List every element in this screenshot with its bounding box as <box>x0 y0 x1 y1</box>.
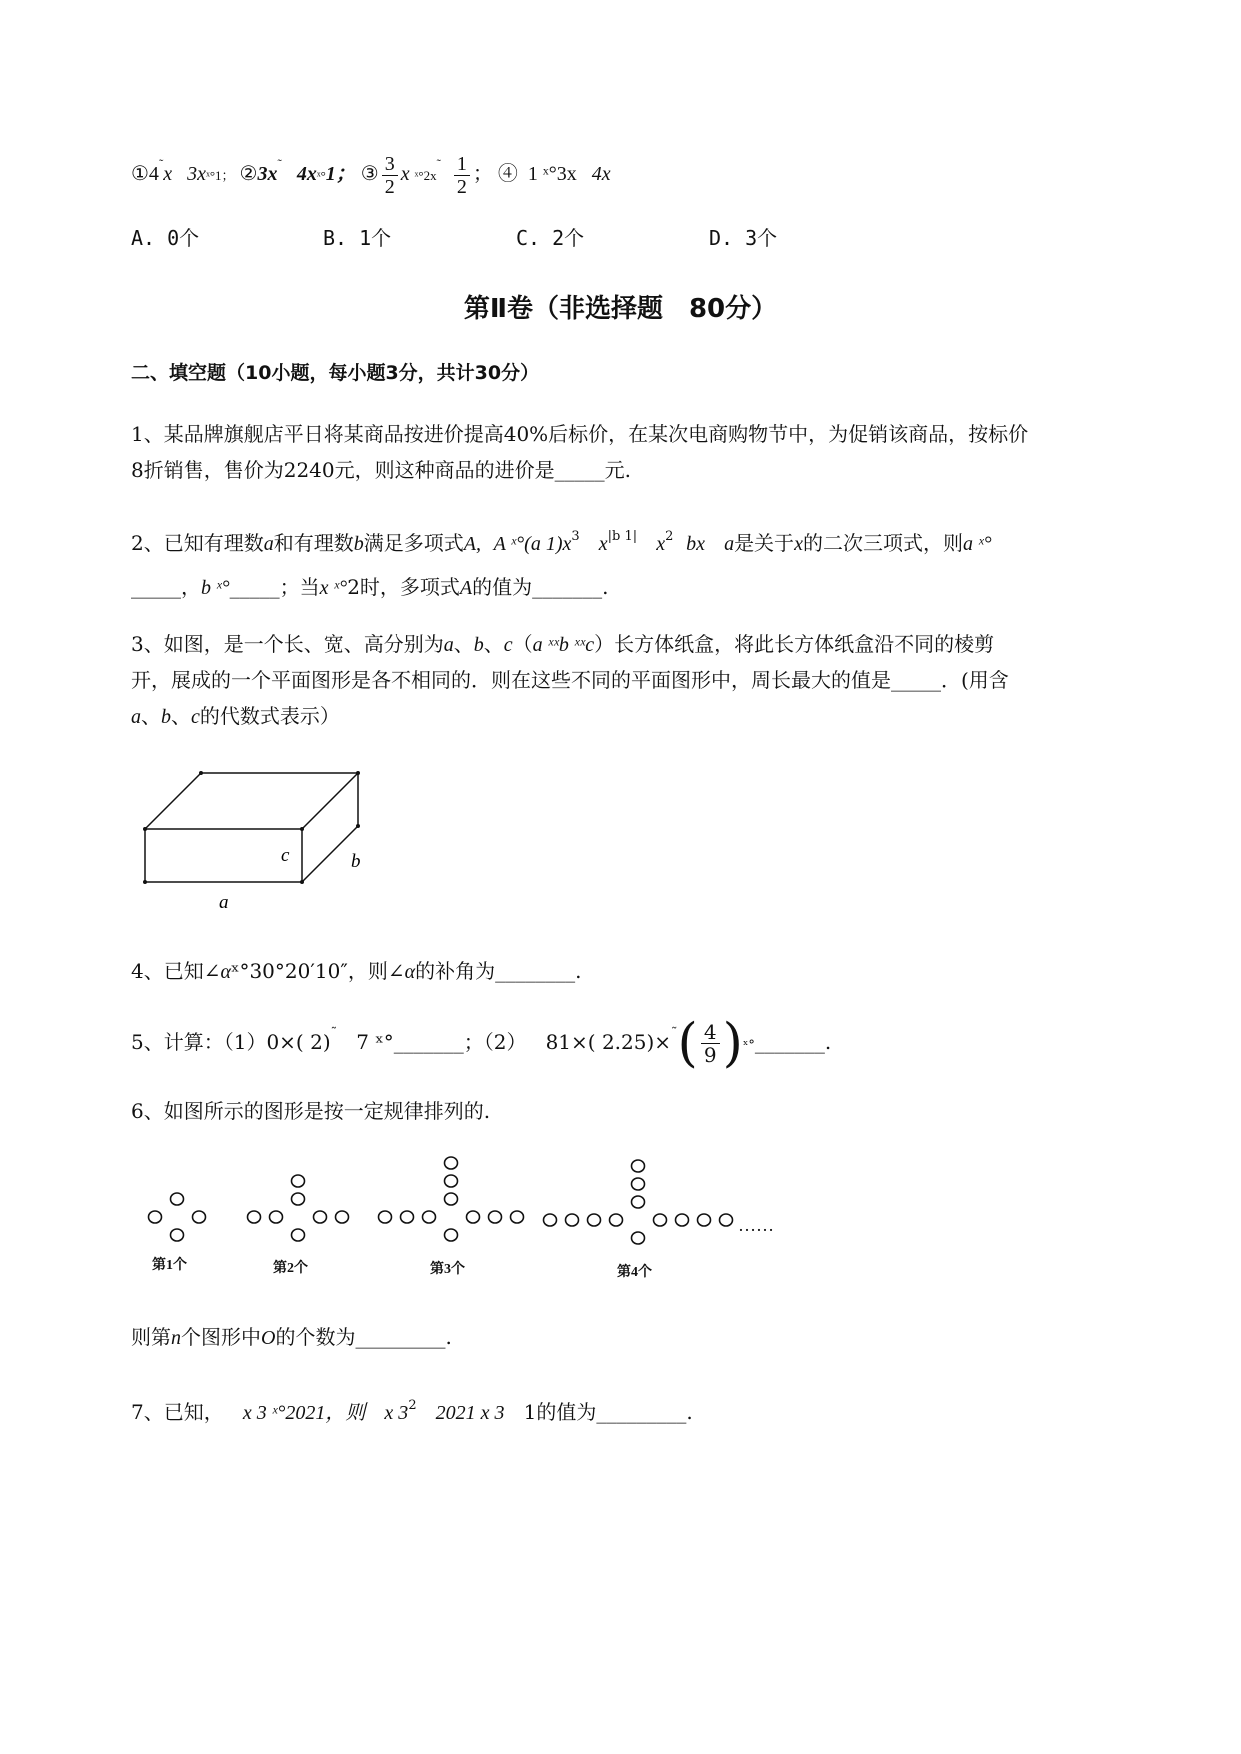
pattern-circle <box>445 1193 458 1205</box>
q5-frac-num: 4 <box>701 1021 720 1044</box>
q3-sep-4: 、 <box>171 704 191 728</box>
q3-paren-open: （ <box>512 632 533 656</box>
q3-inequality: a ˣˣb ˣˣc <box>532 634 595 656</box>
q2-expr-2-sup: |b 1| <box>607 529 638 544</box>
q5-intro: 5、计算：（1） <box>131 1030 267 1054</box>
q3-line-1 <box>131 630 994 659</box>
q5-eq-2: ˣ° <box>742 1038 755 1053</box>
expr-3-denominator: 2 <box>384 175 395 198</box>
q6-answer-mid: 个图形中 <box>181 1325 261 1349</box>
q3-var-b-2: b <box>161 706 171 728</box>
q2-blank-value[interactable]: 的值为_______. <box>472 575 609 599</box>
q7-exp-2: 2 <box>408 1398 417 1413</box>
cuboid-label-b: b <box>351 851 361 872</box>
pattern-circle <box>423 1211 436 1223</box>
expr-3-numerator-2: 1 <box>454 153 470 176</box>
cuboid-figure <box>130 760 390 920</box>
pattern-circles <box>149 1155 733 1244</box>
q3-box-text: 长方体纸盒，将此长方体纸盒沿不同的棱剪 <box>614 632 995 656</box>
q4-blank[interactable]: 的补角为________. <box>415 959 582 983</box>
q2-satisfy: 满足多项式 <box>363 531 464 555</box>
pattern-circle <box>632 1178 645 1190</box>
q7-intro: 7、已知， <box>131 1400 224 1424</box>
q2-when: 2时，多项式 <box>347 575 460 599</box>
expr-3-numerator: 3 <box>382 153 398 176</box>
expr-1-mark: ①4 <box>131 163 159 185</box>
q2-expr: A ˣ°(a 1)x <box>493 533 572 555</box>
pattern-circle <box>588 1214 601 1226</box>
pattern-circle <box>720 1214 733 1226</box>
choice-expressions <box>131 150 611 198</box>
q4-angle-value: ˣ°30°20′10″，则∠ <box>230 959 405 983</box>
expr-4-mark: ④ <box>497 163 518 185</box>
expr-4-rest: 1 ˣ°3x <box>527 163 577 185</box>
expr-1-rest: 3x <box>187 163 207 185</box>
q6-answer-intro: 则第 <box>131 1325 171 1349</box>
expr-1-tilde: ˜ <box>158 156 164 171</box>
circle-pattern-figure <box>140 1155 790 1280</box>
pattern-label-2: 第2个 <box>273 1261 308 1276</box>
expr-3-mark: ③ <box>360 163 379 185</box>
q5-paren-left: ( <box>677 1013 698 1074</box>
part-heading: 二、填空题（10小题，每小题3分，共计30分） <box>131 362 540 384</box>
expr-3-tilde: ˜ <box>436 156 441 171</box>
q2-line-1 <box>131 523 992 558</box>
q5-fraction <box>701 1021 720 1066</box>
q5-tilde-2: ˜ <box>671 1026 678 1041</box>
section-title: 第Ⅱ卷（非选择题 80分） <box>463 294 778 324</box>
option-d[interactable]: D. 3个 <box>709 226 778 250</box>
q3-var-a: a <box>443 634 454 656</box>
cuboid-front-face <box>145 829 302 882</box>
pattern-circle <box>171 1229 184 1241</box>
q2-and: 和有理数 <box>273 531 354 555</box>
pattern-circle <box>698 1214 711 1226</box>
expr-3-fraction <box>382 153 398 198</box>
q5-line <box>131 1013 832 1074</box>
pattern-circle <box>654 1214 667 1226</box>
q3-sep-1: 、 <box>453 632 474 656</box>
pattern-circle <box>270 1211 283 1223</box>
q3-var-c-2: c <box>191 706 200 728</box>
option-c[interactable]: C. 2个 <box>516 226 585 250</box>
pattern-label-4: 第4个 <box>617 1265 652 1280</box>
q2-var-A: A, <box>463 533 481 555</box>
q6-var-n: n <box>171 1327 181 1349</box>
pattern-circle <box>445 1229 458 1241</box>
q2-expr-3: x <box>656 533 666 555</box>
pattern-circle <box>489 1211 502 1223</box>
q7-blank[interactable]: 1的值为_________. <box>523 1400 693 1424</box>
q2-exp-3: 3 <box>571 529 580 544</box>
q2-var-A-2: A <box>459 577 473 599</box>
q4-alpha: α <box>220 961 231 983</box>
q5-blank-1[interactable]: _______；（2） <box>393 1030 527 1054</box>
expr-2-end: 1； <box>325 163 356 185</box>
q3-line-3 <box>131 702 340 731</box>
pattern-label-3: 第3个 <box>430 1262 465 1277</box>
q2-blank-a[interactable]: _____， <box>131 575 201 599</box>
expr-2-tilde: ˜ <box>277 156 282 171</box>
q2-b-eq: b ˣ° <box>201 577 230 599</box>
q2-var-x: x <box>794 533 803 555</box>
q7-expr-3: 2021 x 3 <box>435 1402 505 1424</box>
pattern-circle <box>248 1211 261 1223</box>
q2-is-about: 是关于 <box>734 531 795 555</box>
pattern-circle <box>292 1229 305 1241</box>
q3-sep-2: 、 <box>483 632 504 656</box>
expr-3-semicolon: ； <box>472 163 493 185</box>
q3-line-3-end: 的代数式表示） <box>199 704 340 728</box>
q2-line-2 <box>131 573 609 602</box>
expr-1-x: x <box>163 163 173 185</box>
q4-line <box>131 957 581 986</box>
q2-intro: 2、已知有理数 <box>131 531 264 555</box>
expr-3-x: x <box>400 163 410 185</box>
q7-expr-2: x 3 <box>384 1402 409 1424</box>
q7-expr-1: x 3 ˣ°2021，则 <box>242 1402 366 1424</box>
q7-line <box>131 1392 693 1427</box>
option-a[interactable]: A. 0个 <box>131 226 200 250</box>
q5-blank-2[interactable]: _______. <box>754 1030 832 1054</box>
pattern-circle <box>379 1211 392 1223</box>
pattern-circle <box>336 1211 349 1223</box>
pattern-label-1: 第1个 <box>152 1258 187 1273</box>
q1-line-1: 1、某品牌旗舰店平日将某商品按进价提高40%后标价，在某次电商购物节中，为促销该商品，按标价 <box>131 422 1029 446</box>
q2-var-a: a <box>263 533 274 555</box>
pattern-circle <box>292 1175 305 1187</box>
pattern-circle <box>511 1211 524 1223</box>
expr-2-mark: ② <box>239 163 258 185</box>
q5-expr-2: 81×( 2.25)× <box>545 1030 672 1054</box>
q6-blank[interactable]: 的个数为_________. <box>275 1325 452 1349</box>
option-b[interactable]: B. 1个 <box>323 226 392 250</box>
pattern-circle <box>445 1175 458 1187</box>
pattern-circle <box>314 1211 327 1223</box>
q3-sep-3: 、 <box>141 704 161 728</box>
expr-2-eq: ˣ° <box>316 168 326 183</box>
expr-2-a: 3x <box>257 163 278 185</box>
pattern-circle <box>566 1214 579 1226</box>
q5-frac-den: 9 <box>703 1043 717 1067</box>
cuboid-label-a: a <box>219 892 229 913</box>
pattern-circle <box>544 1214 557 1226</box>
q3-paren-close: ） <box>594 632 615 656</box>
pattern-circle <box>149 1211 162 1223</box>
q2-desc: 的二次三项式，则 <box>802 531 963 555</box>
pattern-circle <box>445 1157 458 1169</box>
expr-3-fraction-2 <box>454 153 470 198</box>
expr-2-b: 4x <box>296 163 317 185</box>
q2-expr-3-sup: 2 <box>665 529 674 544</box>
q3-var-b: b <box>473 634 484 656</box>
q3-intro: 3、如图，是一个长、宽、高分别为 <box>131 632 444 656</box>
expr-3-eq: ˣ°2x <box>414 168 437 183</box>
q5-expr-1: 0×( 2) <box>266 1030 331 1054</box>
expr-3-denominator-2: 2 <box>456 175 467 198</box>
pattern-circle <box>193 1211 206 1223</box>
cuboid-edge-bottom-right <box>302 826 358 882</box>
q6-var-O: O <box>261 1327 276 1349</box>
pattern-circle <box>171 1193 184 1205</box>
q4-alpha-2: α <box>404 961 416 983</box>
q2-expr-4: bx <box>686 533 705 555</box>
q6-answer-line <box>131 1323 452 1352</box>
q2-var-b: b <box>353 533 364 555</box>
pattern-ellipsis: …… <box>738 1215 774 1235</box>
q6-text: 6、如图所示的图形是按一定规律排列的. <box>131 1099 491 1123</box>
expr-4-end: 4x <box>591 163 611 185</box>
q3-var-a-2: a <box>131 706 141 728</box>
pattern-circle <box>467 1211 480 1223</box>
cuboid-label-c: c <box>281 845 290 866</box>
q3-line-2: 开，展成的一个平面图形是各不相同的．则在这些不同的平面图形中，周长最大的值是_____．(用含 <box>131 668 1009 692</box>
cuboid-edge-top-left <box>145 773 201 829</box>
q2-expr-2: x <box>598 533 608 555</box>
pattern-circle <box>632 1160 645 1172</box>
q4-intro: 4、已知∠ <box>131 959 221 983</box>
pattern-circle <box>610 1214 623 1226</box>
q2-expr-5: a <box>724 533 735 555</box>
q2-blank-b[interactable]: _____；当 <box>229 575 320 599</box>
pattern-circle <box>401 1211 414 1223</box>
q3-var-c: c <box>503 634 513 656</box>
pattern-circle <box>292 1193 305 1205</box>
q1-line-2: 8折销售，售价为2240元，则这种商品的进价是_____元. <box>131 458 631 482</box>
q2-a-eq: a ˣ° <box>962 533 992 555</box>
cuboid-edge-top-right <box>302 773 358 829</box>
expr-1-eq: ˣ°1； <box>206 168 235 183</box>
q5-paren-right: ) <box>722 1013 743 1074</box>
q5-expr-1b: 7 ˣ° <box>356 1030 394 1054</box>
q5-tilde-1: ˜ <box>330 1026 338 1041</box>
pattern-circle <box>676 1214 689 1226</box>
pattern-circle <box>632 1196 645 1208</box>
q2-x-eq: x ˣ° <box>319 577 348 599</box>
pattern-circle <box>632 1232 645 1244</box>
